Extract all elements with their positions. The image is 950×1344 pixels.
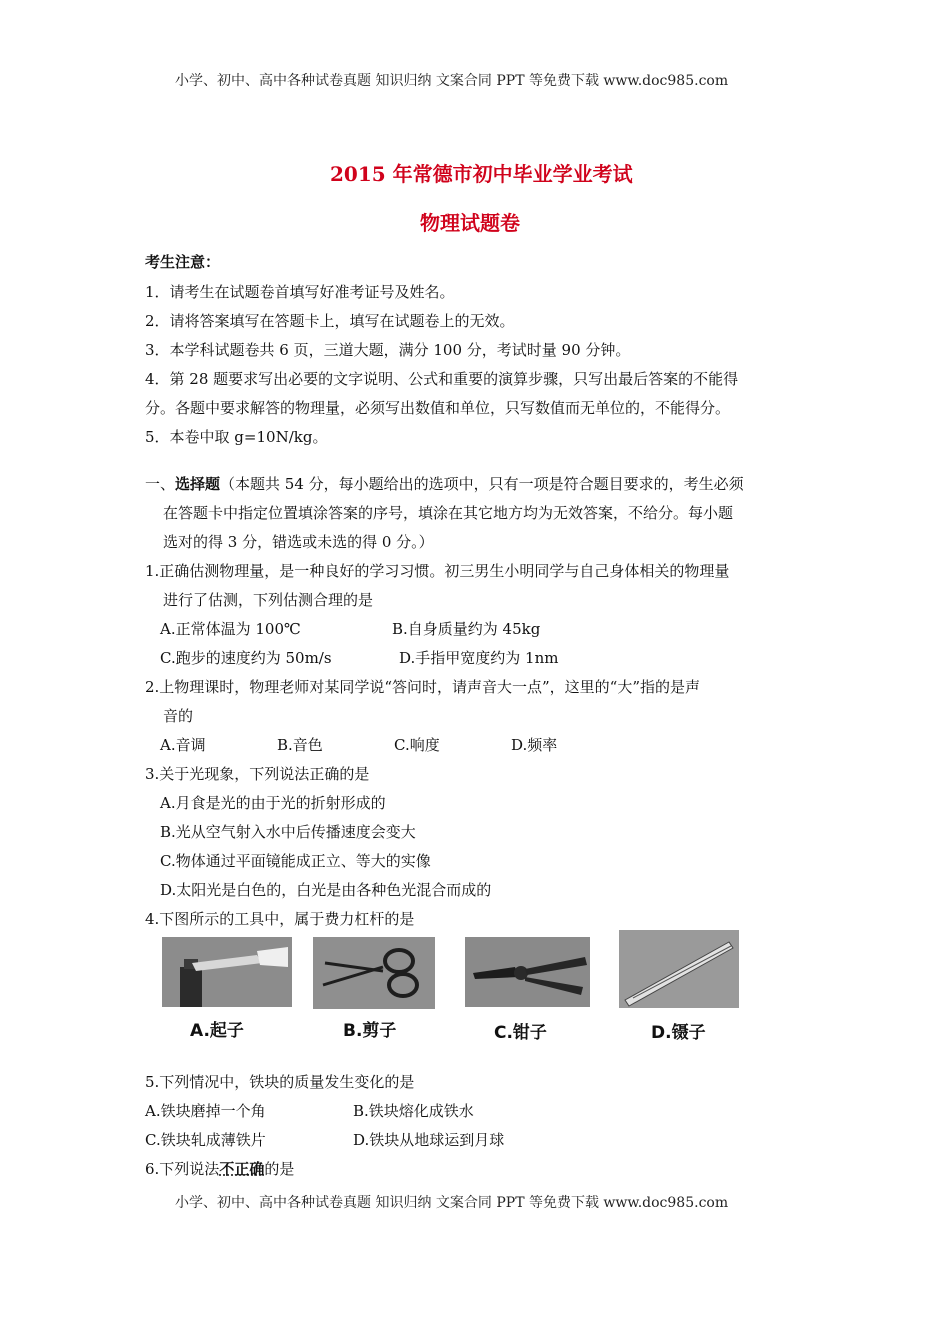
- section-prefix: 一、: [145, 475, 176, 493]
- notice-item: 4．第 28 题要求写出必要的文字说明、公式和重要的演算步骤，只写出最后答案的不能得: [145, 370, 739, 388]
- stem-text: 6.下列说法: [145, 1160, 220, 1178]
- notice-item: 分。各题中要求解答的物理量，必须写出数值和单位，只写数值而无单位的，不能得分。: [145, 399, 731, 417]
- tool-caption-a: A.起子: [190, 1021, 244, 1041]
- section-name: 选择题: [175, 475, 221, 493]
- question-stem: 1.正确估测物理量，是一种良好的学习习惯。初三男生小明同学与自己身体相关的物理量: [145, 562, 730, 580]
- question-stem: 进行了估测，下列估测合理的是: [163, 591, 374, 609]
- option-a: A.铁块磨掉一个角: [145, 1102, 266, 1120]
- option-d: D.铁块从地球运到月球: [353, 1131, 505, 1149]
- question-stem: 音的: [163, 707, 194, 725]
- option-b: B.音色: [277, 736, 323, 754]
- option-c: C.响度: [394, 736, 440, 754]
- notice-heading: 考生注意：: [145, 253, 221, 271]
- option-b: B.光从空气射入水中后传播速度会变大: [160, 823, 416, 841]
- notice-item: 1．请考生在试题卷首填写好准考证号及姓名。: [145, 283, 455, 301]
- exam-subtitle: 物理试题卷: [420, 211, 520, 235]
- option-d: D.频率: [511, 736, 558, 754]
- option-a: A.音调: [160, 736, 206, 754]
- option-c: C.跑步的速度约为 50m/s: [160, 649, 332, 667]
- notice-item: 3．本学科试题卷共 6 页，三道大题，满分 100 分，考试时量 90 分钟。: [145, 341, 631, 359]
- tweezers-photo: [619, 930, 739, 1008]
- option-a: A.正常体温为 100℃: [160, 620, 301, 638]
- option-c: C.物体通过平面镜能成正立、等大的实像: [160, 852, 431, 870]
- tool-caption-b: B.剪子: [343, 1021, 397, 1041]
- bottle-opener-photo: [162, 937, 292, 1007]
- exam-title: 2015 年常德市初中毕业学业考试: [330, 162, 633, 186]
- page-footer: 小学、初中、高中各种试卷真题 知识归纳 文案合同 PPT 等免费下载 www.doc985.com: [175, 1195, 729, 1211]
- tool-caption-c: C.钳子: [494, 1023, 547, 1043]
- question-stem: [145, 1159, 294, 1179]
- option-a: A.月食是光的由于光的折射形成的: [160, 794, 386, 812]
- option-c: C.铁块轧成薄铁片: [145, 1131, 266, 1149]
- section-desc-line: 在答题卡中指定位置填涂答案的序号，填涂在其它地方均为无效答案，不给分。每小题: [163, 504, 734, 522]
- pliers-photo: [465, 937, 590, 1007]
- option-b: B.自身质量约为 45kg: [392, 620, 541, 638]
- notice-item: 5．本卷中取 g=10N/kg。: [145, 428, 328, 446]
- section-desc-line: 选对的得 3 分，错选或未选的得 0 分。）: [163, 533, 434, 551]
- section-heading: [145, 474, 744, 494]
- question-stem: 5.下列情况中，铁块的质量发生变化的是: [145, 1073, 415, 1091]
- option-d: D.太阳光是白色的，白光是由各种色光混合而成的: [160, 881, 492, 899]
- question-stem: 2.上物理课时，物理老师对某同学说“答问时，请声音大一点”，这里的“大”指的是声: [145, 678, 700, 696]
- page-header: 小学、初中、高中各种试卷真题 知识归纳 文案合同 PPT 等免费下载 www.doc985.com: [175, 73, 729, 89]
- section-desc: （本题共 54 分，每小题给出的选项中，只有一项是符合题目要求的，考生必须: [220, 475, 744, 493]
- question-stem: 3.关于光现象，下列说法正确的是: [145, 765, 370, 783]
- option-b: B.铁块熔化成铁水: [353, 1102, 474, 1120]
- tool-caption-d: D.镊子: [651, 1023, 706, 1043]
- option-d: D.手指甲宽度约为 1nm: [399, 649, 559, 667]
- emphasis-text: 不正确: [219, 1160, 265, 1178]
- stem-text: 的是: [264, 1160, 295, 1178]
- scissors-photo: [313, 937, 435, 1009]
- notice-item: 2．请将答案填写在答题卡上，填写在试题卷上的无效。: [145, 312, 515, 330]
- question-stem: 4.下图所示的工具中，属于费力杠杆的是: [145, 910, 415, 928]
